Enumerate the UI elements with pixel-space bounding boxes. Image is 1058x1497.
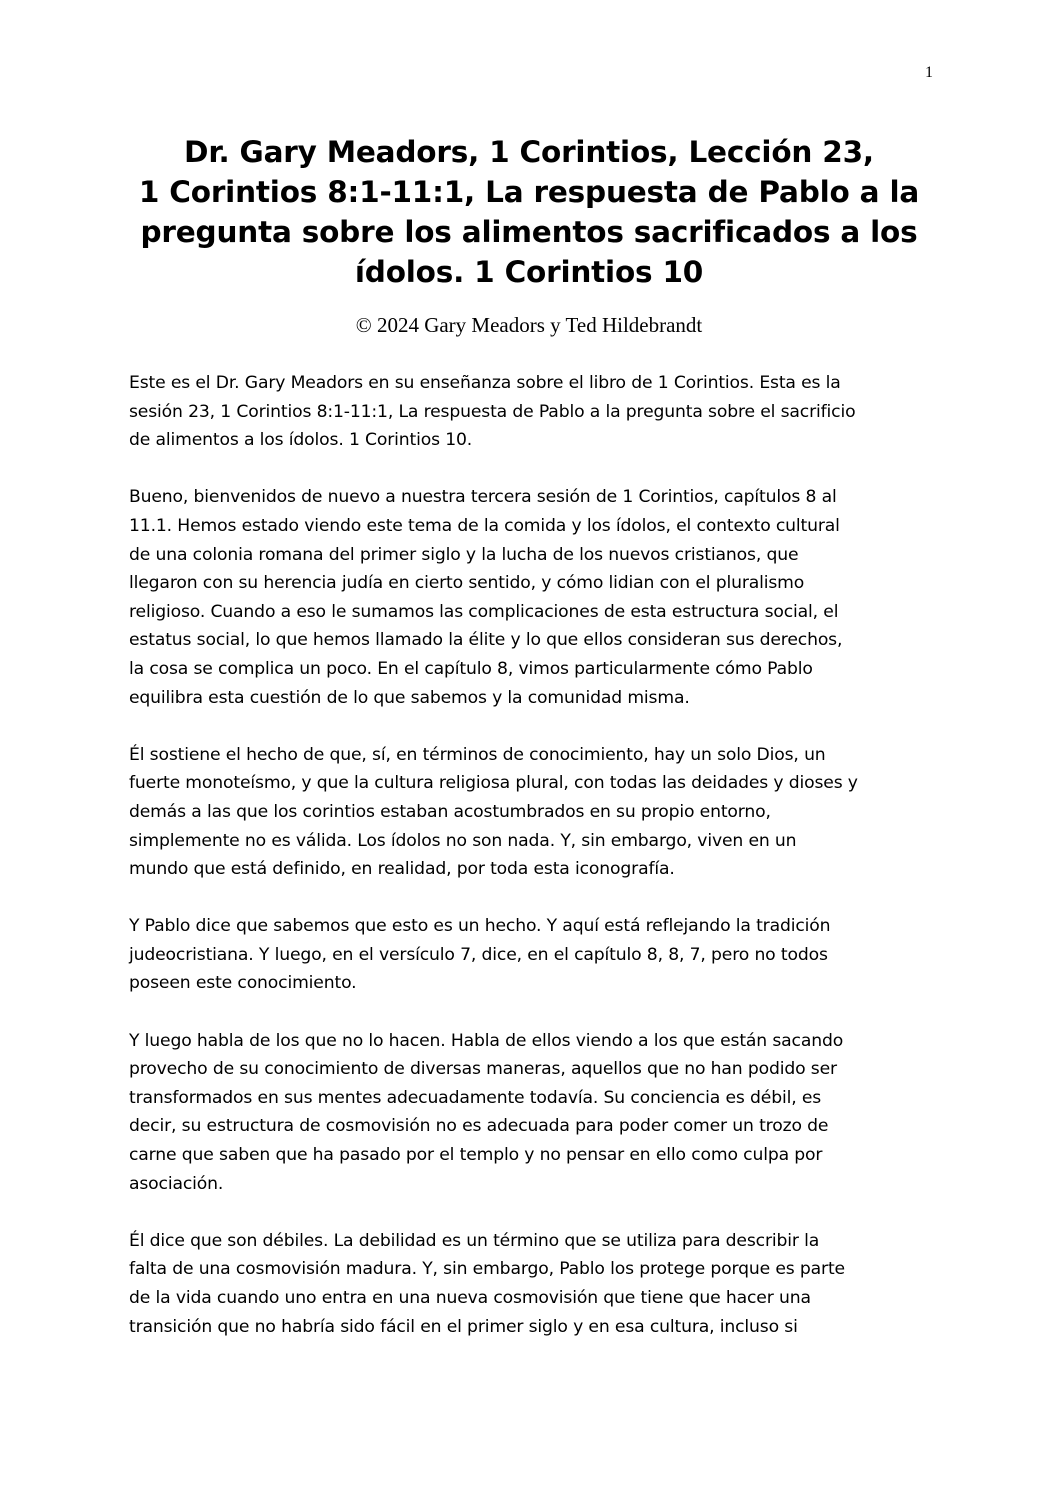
body-paragraph [129, 741, 949, 884]
paragraph-line: Él sostiene el hecho de que, sí, en términos de conocimiento, hay un solo Dios, un [129, 744, 826, 765]
title-line: pregunta sobre los alimentos sacrificados a los [140, 215, 918, 249]
paragraph-line: llegaron con su herencia judía en cierto sentido, y cómo lidian con el pluralismo [129, 573, 805, 594]
copyright-notice: © 2024 Gary Meadors y Ted Hildebrandt [355, 313, 703, 337]
paragraph-line: la cosa se complica un poco. En el capítulo 8, vimos particularmente cómo Pablo [129, 658, 813, 679]
paragraph-line: Este es el Dr. Gary Meadors en su enseñanza sobre el libro de 1 Corintios. Esta es la [129, 373, 841, 393]
paragraph-line: provecho de su conocimiento de diversas maneras, aquellos que no han podido ser [129, 1059, 837, 1080]
paragraph-line: equilibra esta cuestión de lo que sabemos y la comunidad misma. [129, 687, 690, 708]
title-line: ídolos. 1 Corintios 10 [354, 255, 704, 289]
paragraph-line: judeocristiana. Y luego, en el versículo 7, dice, en el capítulo 8, 8, 7, pero no todos [129, 944, 828, 965]
paragraph-line: transición que no habría sido fácil en el primer siglo y en esa cultura, incluso si [129, 1316, 798, 1337]
body-paragraph [129, 369, 949, 455]
paragraph-line: de alimentos a los ídolos. 1 Corintios 10. [129, 430, 473, 451]
page-number: 1 [925, 64, 933, 81]
title-line: 1 Corintios 8:1-11:1, La respuesta de Pablo a la [138, 175, 920, 209]
paragraph-line: de una colonia romana del primer siglo y la lucha de los nuevos cristianos, que [129, 544, 799, 565]
paragraph-line: asociación. [129, 1173, 224, 1194]
title-line: Dr. Gary Meadors, 1 Corintios, Lección 23, [184, 135, 874, 169]
paragraph-line: Y luego habla de los que no lo hacen. Habla de ellos viendo a los que están sacando [129, 1030, 844, 1051]
paragraph-line: sesión 23, 1 Corintios 8:1-11:1, La respuesta de Pablo a la pregunta sobre el sacrificio [129, 401, 856, 422]
paragraph-line: 11.1. Hemos estado viendo este tema de la comida y los ídolos, el contexto cultural [129, 515, 840, 536]
paragraph-line: fuerte monoteísmo, y que la cultura religiosa plural, con todas las deidades y dioses y [129, 773, 858, 794]
document-body [129, 369, 949, 1370]
paragraph-line: estatus social, lo que hemos llamado la élite y lo que ellos consideran sus derechos, [129, 630, 843, 651]
body-paragraph [129, 483, 949, 712]
paragraph-line: Y Pablo dice que sabemos que esto es un hecho. Y aquí está reflejando la tradición [129, 916, 831, 937]
paragraph-line: transformados en sus mentes adecuadamente todavía. Su conciencia es débil, es [129, 1087, 822, 1108]
paragraph-line: carne que saben que ha pasado por el templo y no pensar en ello como culpa por [129, 1145, 823, 1166]
paragraph-line: de la vida cuando uno entra en una nueva cosmovisión que tiene que hacer una [129, 1288, 811, 1308]
paragraph-line: demás a las que los corintios estaban acostumbrados en su propio entorno, [129, 801, 771, 822]
body-paragraph [129, 912, 949, 998]
paragraph-line: simplemente no es válida. Los ídolos no son nada. Y, sin embargo, viven en un [129, 830, 797, 851]
paragraph-line: Bueno, bienvenidos de nuevo a nuestra tercera sesión de 1 Corintios, capítulos 8 al [129, 487, 837, 508]
document-title [130, 132, 928, 292]
paragraph-line: decir, su estructura de cosmovisión no es adecuada para poder comer un trozo de [129, 1116, 829, 1137]
body-paragraph [129, 1227, 949, 1341]
paragraph-line: mundo que está definido, en realidad, por toda esta iconografía. [129, 859, 675, 880]
paragraph-line: poseen este conocimiento. [129, 973, 357, 994]
paragraph-line: falta de una cosmovisión madura. Y, sin embargo, Pablo los protege porque es parte [129, 1259, 845, 1280]
paragraph-line: religioso. Cuando a eso le sumamos las complicaciones de esta estructura social, el [129, 601, 839, 622]
paragraph-line: Él dice que son débiles. La debilidad es un término que se utiliza para describir la [129, 1230, 820, 1251]
body-paragraph [129, 1027, 949, 1199]
